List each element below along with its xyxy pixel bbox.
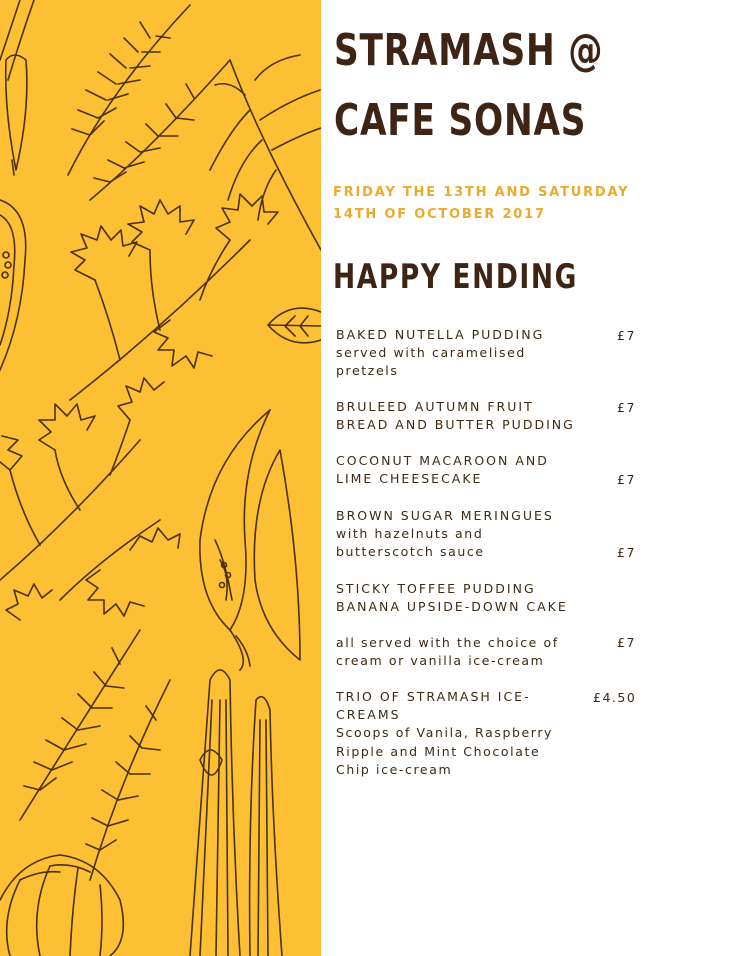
menu-item-line: Ripple and Mint Chocolate (336, 743, 541, 759)
leek-bulb-icon (0, 0, 34, 175)
menu-item-line: BANANA UPSIDE-DOWN CAKE (336, 599, 568, 615)
menu-item (336, 452, 636, 488)
menu-item (336, 398, 636, 434)
menu-item-line: BROWN SUGAR MERINGUES (336, 508, 554, 523)
date-line-1: FRIDAY THE 13TH AND SATURDAY (333, 185, 630, 200)
botanical-illustration-panel (0, 0, 321, 956)
menu-item-line: Chip ice-cream (336, 761, 453, 777)
date-line-2: 14TH OF OCTOBER 2017 (333, 207, 546, 222)
menu-item-line: cream or vanilla ice-cream (336, 653, 545, 669)
menu-item-price: £7 (617, 400, 636, 415)
menu-item-line: BAKED NUTELLA PUDDING (336, 327, 545, 342)
menu-item-line: STICKY TOFFEE PUDDING (336, 581, 536, 596)
garlic-bulb-icon (0, 855, 123, 956)
menu-item-price: £4.50 (593, 690, 637, 705)
pepper-half-icon (0, 200, 26, 370)
leek-stalk-icon (190, 670, 282, 956)
section-heading: HAPPY ENDING (333, 257, 578, 297)
menu-item (336, 507, 636, 562)
rosemary-sprig-icon (68, 5, 230, 200)
menu-item-line: CREAMS (336, 707, 401, 723)
menu-item (336, 634, 636, 670)
tarragon-sprig-icon (210, 55, 321, 250)
menu-item-line: Scoops of Vanila, Raspberry (336, 725, 554, 741)
menu-item-line: BREAD AND BUTTER PUDDING (336, 417, 575, 433)
menu-item (336, 326, 636, 381)
menu-item-line: COCONUT MACAROON AND (336, 453, 549, 468)
leaf-icon (268, 308, 321, 343)
menu-item-line: BRULEED AUTUMN FRUIT (336, 399, 534, 414)
menu-item-line: butterscotch sauce (336, 544, 485, 560)
menu-item-price: £7 (617, 545, 636, 560)
chili-pepper-icon (200, 410, 300, 670)
event-date (333, 182, 733, 226)
menu-content (321, 0, 739, 956)
menu-item-line: TRIO OF STRAMASH ICE- (336, 689, 531, 704)
menu-item-line: all served with the choice of (336, 635, 559, 650)
page-title (334, 16, 646, 156)
parsley-branch-icon (0, 194, 278, 620)
menu-item-line: served with caramelised (336, 345, 526, 361)
menu-item-price: £7 (617, 472, 636, 487)
menu-item-price: £7 (617, 635, 636, 650)
menu-item-line: with hazelnuts and (336, 526, 484, 542)
menu-item (336, 688, 636, 779)
menu-item (336, 580, 636, 616)
menu-item-line: LIME CHEESECAKE (336, 471, 483, 487)
title-line-2: CAFE SONAS (334, 95, 587, 146)
menu-item-line: pretzels (336, 363, 399, 379)
title-line-1: STRAMASH @ (334, 25, 604, 76)
menu-item-price: £7 (617, 328, 636, 343)
rosemary-sprig-lower-icon (20, 630, 170, 880)
